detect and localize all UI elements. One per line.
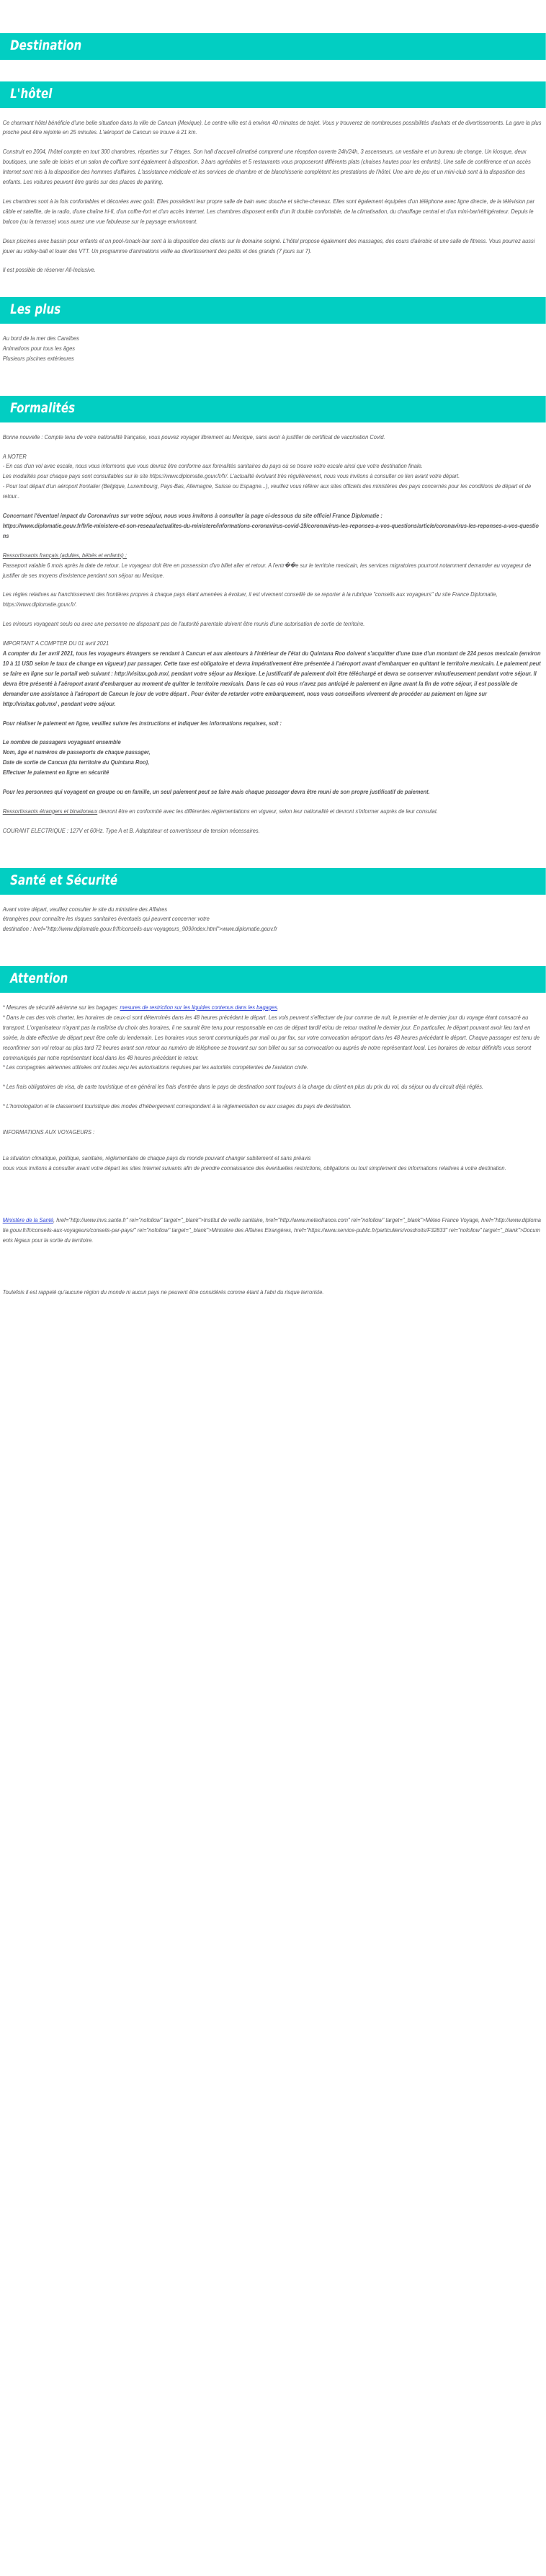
- spacer: [0, 993, 546, 1003]
- spacer: [0, 364, 546, 396]
- formalites-ressortissants-fr-label: Ressortissants français (adultes, bébés et enfants) :: [2, 552, 127, 559]
- list-item: Date de sortie de Cancun (du territoire du Quintana Roo),: [2, 759, 150, 766]
- list-item: Plusieurs piscines extérieures: [2, 355, 74, 362]
- attention-terrorisme: Toutefois il est rappelé qu'aucune région du monde ni aucun pays ne peuvent être considérés comme étant à l'abri du risque terroriste.: [2, 1288, 324, 1296]
- section-title-hotel: L'hôtel: [0, 81, 546, 108]
- attention-infos-line-1: La situation climatique, politique, sanitaire, réglementaire de chaque pays du monde pouvant changer subitement et sans préavis: [2, 1155, 311, 1162]
- spacer: [0, 60, 546, 81]
- attention-infos-line-2: nous vous invitons à consulter avant votre départ les sites Internet suivants afin de prendre connaissance des éventuelles restrictions, obligations ou tout simplement des informations relatives à votre destination.: [2, 1164, 506, 1172]
- spacer: [0, 324, 546, 334]
- spacer: [3, 1138, 542, 1154]
- formalites-a-noter-3: - Pour tout départ d'un aéroport frontalier (Belgique, Luxembourg, Pays-Bas, Allemagne, Suisse ou Espagne...), veuillez vous référer aux sites officiels des ministères des pays concernés pour les conditions de départ et de retour..: [2, 483, 532, 500]
- formalites-ressortissants-etrangers-label: Ressortissants étrangers et binationaux: [2, 807, 98, 815]
- list-item: Au bord de la mer des Caraïbes: [2, 335, 79, 342]
- list-item: Animations pour tous les âges: [2, 345, 76, 353]
- section-header-hotel: [0, 81, 546, 108]
- les-plus-list: [0, 334, 546, 364]
- formalites-important-instructions: Pour réaliser le paiement en ligne, veuillez suivre les instructions et indiquer les informations requises, soit :: [2, 720, 282, 727]
- attention-homologation: * L'homologation et le classement touristique des modes d'hébergement correspondent à la réglementation ou aux usages du pays de destination.: [2, 1103, 352, 1110]
- formalites-content: [0, 433, 546, 836]
- attention-infos-title: INFORMATIONS AUX VOYAGEURS :: [2, 1129, 95, 1136]
- list-item: Le nombre de passagers voyageant ensemble: [2, 739, 121, 746]
- formalites-a-noter-2: Les modalités pour chaque pays sont consultables sur le site https://www.diplomatie.gouv.fr/fr/. L'actualité évoluant très régulièrement, nous vous invitons à consulter ce lien avant votre départ.: [2, 473, 460, 480]
- spacer: [0, 422, 546, 433]
- section-title-formalites: Formalités: [0, 396, 546, 422]
- formalites-ressortissants-etrangers: [3, 807, 542, 817]
- formalites-good-news: Bonne nouvelle : Compte tenu de votre nationalité française, vous pouvez voyager librement au Mexique, sans avoir à justifier de certificat de vaccination Covid.: [2, 433, 385, 441]
- section-header-attention: [0, 966, 546, 993]
- hotel-paragraph-facilities: Construit en 2004, l'hôtel compte en tout 300 chambres, réparties sur 7 étages. Son hall d'accueil climatisé comprend une réception ouverte 24h/24h, 3 ascenseurs, un vestiaire et un bureau de change. Un kiosque, deux boutiques, une salle de loisirs et un salon de coiffure sont également à disposition. 3 bars agréables et 5 restaurants vous proposeront différents plats (chaises hautes pour les enfants). Une salle de conférence et un accès Internet sont mis à la disposition des hommes d'affaires. L'assistance médicale et les services de chambre et de blanchisserie complètent les prestations de l'hôtel. Une aire de jeu et un mini-club sont à la disposition des enfants. Les voitures peuvent être garés sur des places de parking.: [2, 149, 531, 186]
- section-title-attention: Attention: [0, 966, 546, 993]
- formalites-ressortissants-etrangers-text: devront être en conformité avec les différentes réglementations en vigueur, selon leur nationalité et devront s'informer auprès de leur consulat.: [97, 807, 439, 815]
- attention-charter: * Dans le cas des vols charter, les horaires de ceux-ci sont déterminés dans les 48 heures précédant le départ. Les vols peuvent s'effectuer de jour comme de nuit, le premier et le dernier jour du voyage étant consacré au transport. L'organisateur n'ayant pas la maîtrise du choix des horaires, il ne saurait être tenu pour responsable en cas de départ tardif et/ou de retour matinal le dernier jour. En particulier, le départ pouvant avoir lieu tard en soirée, la date effective de départ peut être celle du lendemain. Les horaires vous seront communiqués par mail ou par fax, sur votre convocation aéroport dans les 48 heures précédant le départ. Chaque passager est tenu de reconfirmer son vol retour au plus tard 72 heures avant son retour au numéro de téléphone se trouvant sur son billet ou sur sa convocation ou auprés de notre représentant local. Les horaires de retour définitifs vous seront communiqués par notre représentant local dans les 48 heures précédant le retour.: [2, 1014, 540, 1061]
- spacer: [3, 1112, 542, 1128]
- ministere-sante-link[interactable]: Ministère de la Santé: [2, 1216, 54, 1223]
- section-header-sante: [0, 868, 546, 895]
- list-item: Effectuer le paiement en ligne en sécurité: [2, 769, 109, 776]
- hotel-paragraph-rooms: Les chambres sont à la fois confortables et décorées avec goût. Elles possèdent leur propre salle de bain avec douche et sèche-cheveux. Elles sont également équipées d'un téléphone avec ligne directe, de la télévision par câble et satellite, de la radio, d'une chaîne hi-fi, d'un coffre-fort et d'un accès Internet. Les chambres disposent enfin d'un lit double confortable, de la climatisation, du chauffage central et d'un mini-bar/réfrigérateur. Depuis le balcon (ou la terrasse) vous aurez une vue fabuleuse sur le paysage environnant.: [2, 198, 535, 225]
- formalites-regles-frontieres: Les règles relatives au franchissement des frontières propres à chaque pays étant amenées à évoluer, il est vivement conseillé de se reporter à la rubrique "conseils aux voyageurs" du site France Diplomatie, https://www.diplomatie.gouv.fr/.: [2, 591, 498, 608]
- spacer: [0, 108, 546, 118]
- hotel-paragraph-pools: Deux piscines avec bassin pour enfants et un pool-/snack-bar sont à la disposition des clients sur le domaine soigné. L'hôtel propose également des massages, des cours d'aérobic et une salle de fitness. Vous pourrez aussi jouer au volley-ball et louer des VTT. Un programme d'animations veille au divertissement des petits et des grands (7 jours sur 7).: [2, 237, 535, 254]
- section-title-destination: Destination: [0, 33, 546, 60]
- attention-bagages-prefix: * Mesures de sécurité aérienne sur les bagages:: [2, 1004, 120, 1011]
- formalites-corona-url: https://www.diplomatie.gouv.fr/fr/le-ministere-et-son-reseau/actualites-du-ministere/informations-coronavirus-covid-19/coronavirus-les-reponses-a-vos-questions/article/coronavirus-les-reponses-a-vos-questions: [2, 522, 539, 539]
- section-title-les-plus: Les plus: [0, 297, 546, 324]
- section-header-destination: [0, 33, 546, 60]
- attention-frais: * Les frais obligatoires de visa, de carte touristique et en général les frais d'entrée dans le pays de destination sont toujours à la charge du client en plus du prix du vol, du séjour ou du circuit déjà réglés.: [2, 1084, 484, 1091]
- bottom-spacer: [0, 1298, 546, 1314]
- list-item: Nom, âge et numéros de passeports de chaque passager,: [2, 749, 151, 756]
- formalites-important-groupe: Pour les personnes qui voyagent en groupe ou en famille, un seul paiement peut se faire mais chaque passager devra être muni de son propre justificatif de paiement.: [2, 789, 430, 796]
- spacer: [0, 934, 546, 966]
- formalites-a-noter-1: - En cas d'un vol avec escale, nous vous informons que vous devrez être conforme aux formalités sanitaires du pays où se trouve votre escale ainsi que votre destination finale.: [2, 463, 423, 470]
- attention-bagages-suffix: .: [277, 1004, 279, 1011]
- section-title-sante: Santé et Sécurité: [0, 868, 546, 895]
- hotel-paragraph-location: Ce charmant hôtel bénéficie d'une belle situation dans la ville de Cancun (Mexique). Le centre-ville est à environ 40 minutes de trajet. Vous y trouverez de nombreuses possibilités d'achats et de divertissements. La gare la plus proche peut être rejointe en 25 minutes. L'aéroport de Cancun se trouve à 21 km.: [2, 119, 542, 136]
- formalites-corona-intro: Concernant l'éventuel impact du Coronavirus sur votre séjour, nous vous invitons à consulter la page ci-dessous du site officiel France Diplomatie :: [2, 513, 382, 520]
- sante-line-3: destination : href="http://www.diplomatie.gouv.fr/fr/conseils-aux-voyageurs_909/index.html">www.diplomatie.gouv.fr: [2, 926, 277, 933]
- attention-official-links: [3, 1216, 542, 1246]
- formalites-a-noter-title: A NOTER: [2, 453, 27, 460]
- sante-line-2: étrangères pour connaître les risques sanitaires éventuels qui peuvent concerner votre: [2, 916, 210, 923]
- spacer: [0, 275, 546, 297]
- formalites-mineurs: Les mineurs voyageant seuls ou avec une personne ne disposant pas de l'autorité parentale doivent être munis d'une autorisation de sortie de territoire.: [2, 621, 365, 628]
- sante-line-1: Avant votre départ, veuillez consulter le site du ministère des Affaires: [2, 906, 168, 913]
- attention-links-raw: , href="http://www.invs.sante.fr" rel="nofollow" target="_blank">Institut de veille sanitaire, href="http://www.meteofrance.com" rel="nofollow" target="_blank">Méteo France Voyage, href="http://www.diplomatie.gouv.fr/fr/conseils-aux-voyageurs/conseils-par-pays/" rel="nofollow" target="_blank">Ministère des Affaires Etrangères, href="https://www.service-public.fr/particuliers/vosdroits/F32833" rel="nofollow" target="_blank">Documents légaux pour la sortie du territoire.: [2, 1216, 541, 1244]
- formalites-ressortissants-fr-text: Passeport valable 6 mois après la date de retour. Le voyageur doit être en possession d'un billet aller et retour. A l'entr��e sur le territoire mexicain, les services migratoires pourront notamment demander au voyageur de justifier de ses moyens d'existence pendant son séjour au Mexique.: [2, 562, 532, 579]
- sante-content: [0, 905, 546, 935]
- spacer: [3, 1174, 542, 1216]
- attention-compagnies: * Les compagnies aériennes utilisées ont toutes reçu les autorisations requises par les autorités compétentes de l'aviation civile.: [2, 1064, 308, 1071]
- formalites-courant-electrique: COURANT ELECTRIQUE : 127V et 60Hz. Type A et B. Adaptateur et convertisseur de tension nécessaires.: [2, 827, 260, 834]
- spacer: [0, 895, 546, 905]
- hotel-paragraph-allinclusive: Il est possible de réserver All-Inclusive.: [2, 267, 96, 274]
- top-spacer: [0, 0, 546, 33]
- liquides-restriction-link[interactable]: mesures de restriction sur les liquides contenus dans les bagages: [120, 1004, 277, 1011]
- section-header-formalites: [0, 396, 546, 422]
- attention-content: [0, 1003, 546, 1298]
- formalites-important-title: IMPORTANT A COMPTER DU 01 avril 2021: [2, 640, 109, 647]
- spacer: [3, 1246, 542, 1288]
- formalites-important-taxe: A compter du 1er avril 2021, tous les voyageurs étrangers se rendant à Cancun et aux alentours à l'intérieur de l'état du Quintana Roo doivent s'acquitter d'une taxe d'un montant de 224 pesos mexicain (environ 10 à 11 USD selon le taux de change en vigueur) par passager. Cette taxe est obligatoire et devra impérativement être présentée à l'aéroport avant d'embarquer en quittant le territoire mexicain. Le paiement peut se faire en ligne sur le portail web suivant : http://visitax.gob.mx/, pendant votre séjour au Mexique. Le justificatif de paiement doit être téléchargé et devra se conserver minutieusement pendant votre séjour. Il devra être présenté à l'aéroport avant d'embarquer au moment de quitter le territoire mexicain. Dans le cas où vous n'avez pas anticipé le paiement en ligne avant la fin de votre séjour, il est possible de demander une assistance à l'aéroport de Cancun le jour de votre départ . Pour éviter de retarder votre embarquement, nous vous conseillons vivement de procéder au paiement en ligne sur http://visitax.gob.mx/ , pendant votre séjour.: [2, 650, 541, 707]
- attention-bagages: [3, 1003, 542, 1013]
- section-header-les-plus: [0, 297, 546, 324]
- hotel-description: [0, 118, 546, 276]
- spacer: [0, 836, 546, 868]
